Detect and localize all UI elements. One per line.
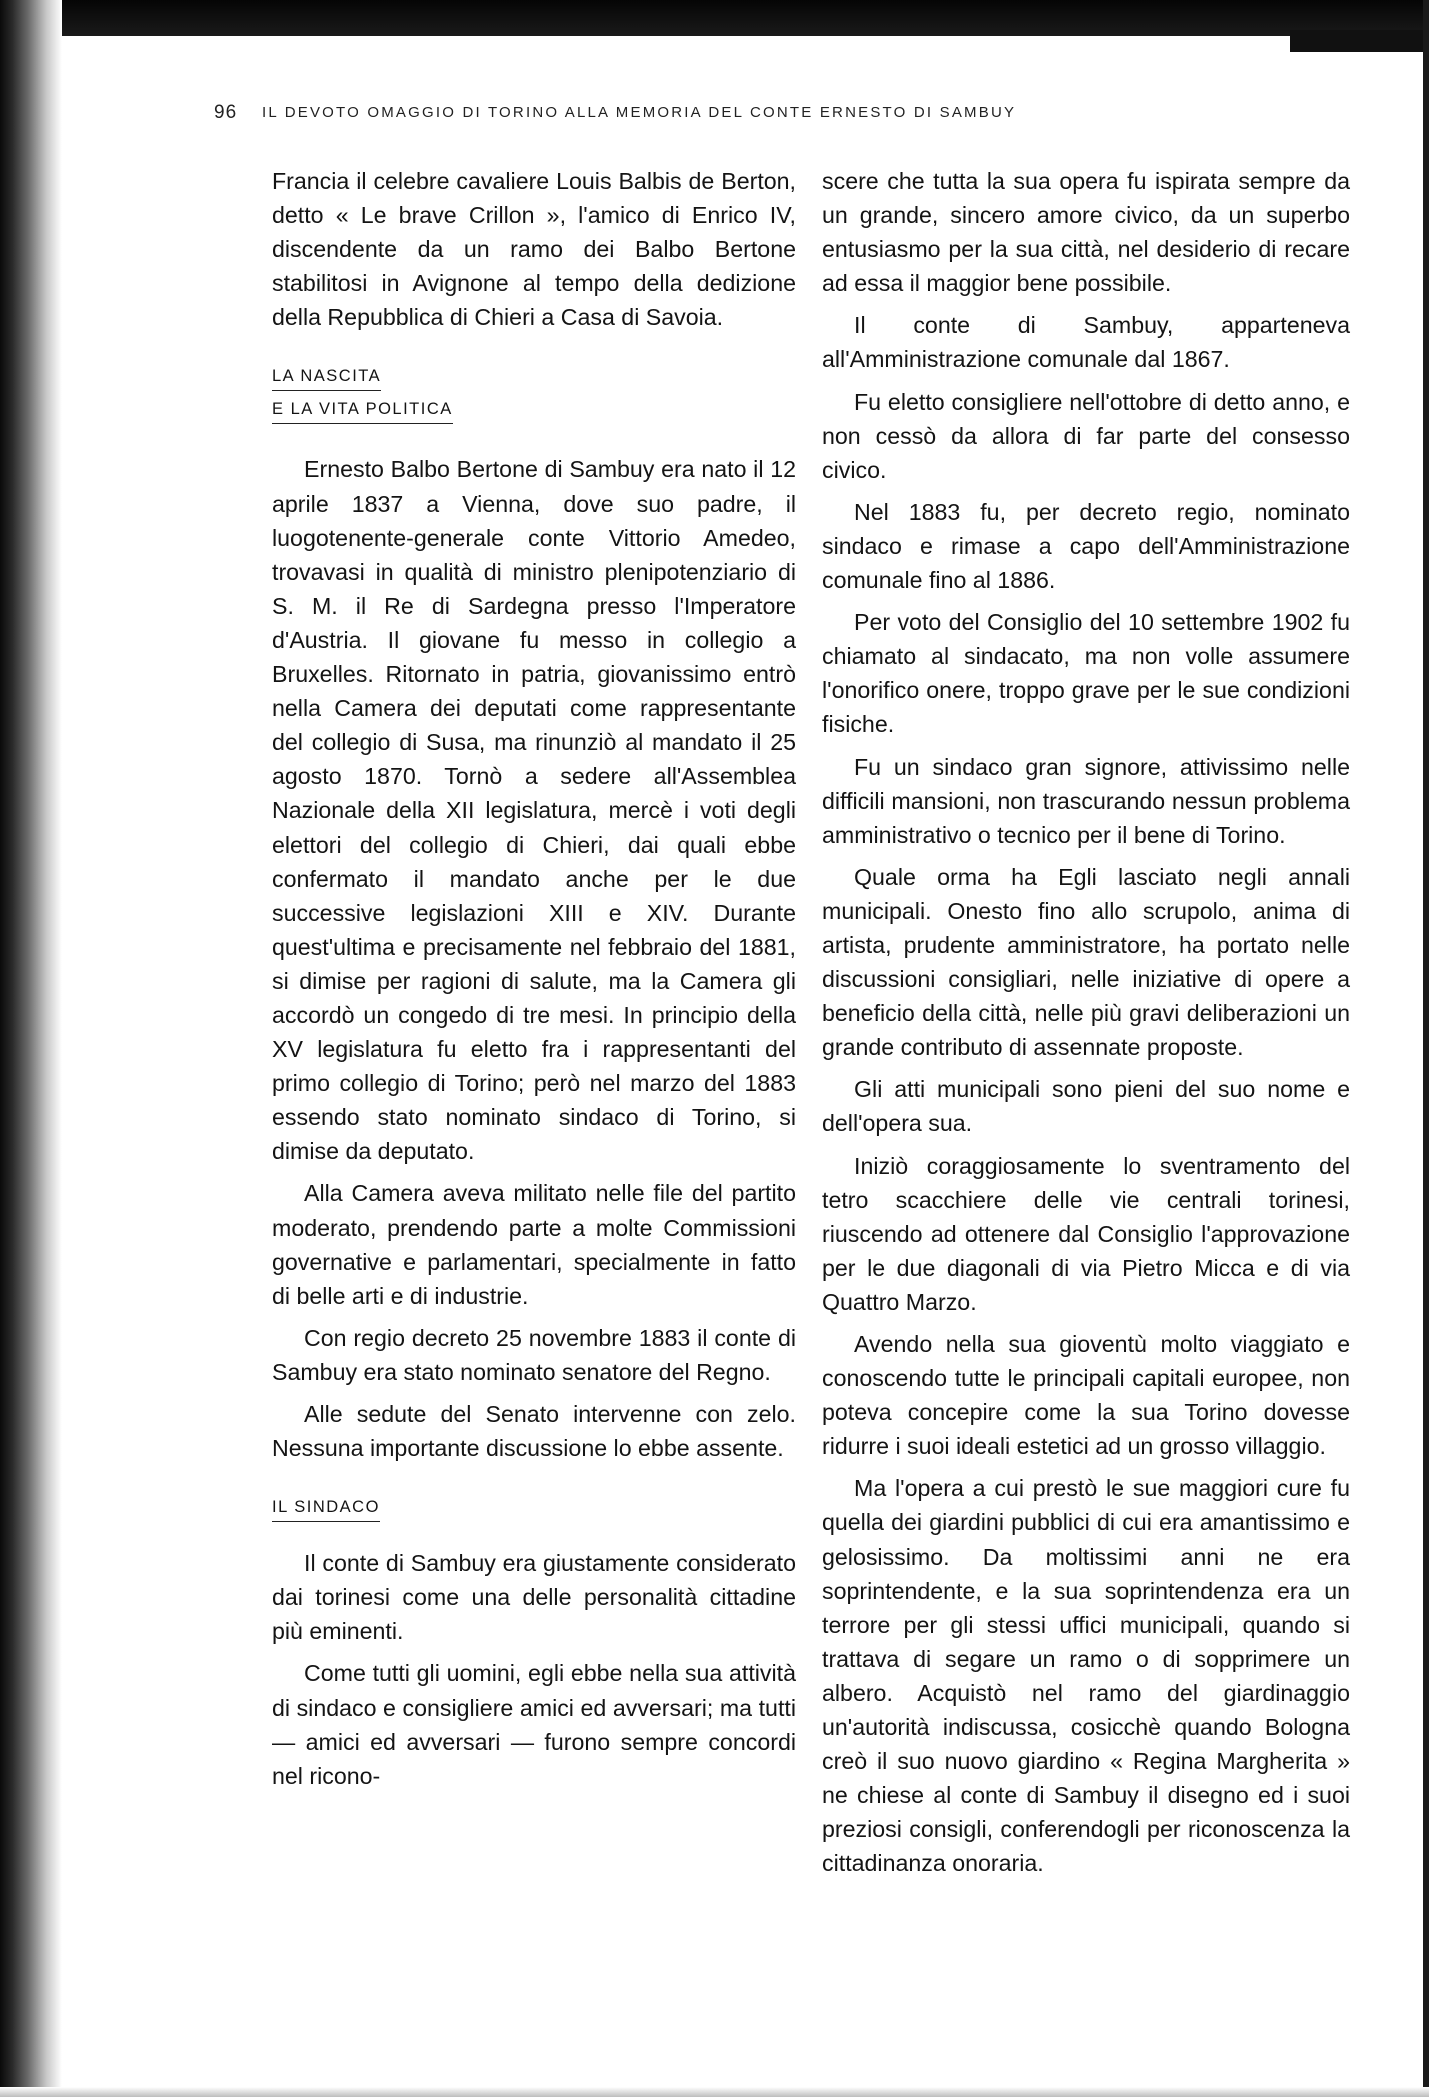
scan-bottom-border: [0, 2087, 1429, 2097]
section-heading-nascita: [272, 364, 796, 430]
paragraph: Fu eletto consigliere nell'ottobre di detto anno, e non cessò da allora di far parte del consesso civico.: [822, 388, 1350, 483]
right-column: [822, 164, 1350, 1889]
paragraph: Come tutti gli uomini, egli ebbe nella sua attività di sindaco e consigliere amici ed avversari; ma tutti — amici ed avversari — furono sempre concordi nel ricono-: [272, 1660, 796, 1789]
paragraph: Iniziò coraggiosamente lo sventramento del tetro scacchiere delle vie centrali torinesi, riuscendo ad ottenere dal Consiglio l'approvazione per le due diagonali di via Pietro Micca e di via Quattro Marzo.: [822, 1152, 1350, 1315]
heading-line-1: LA NASCITA: [272, 364, 381, 391]
paragraph: Avendo nella sua gioventù molto viaggiato e conoscendo tutte le principali capitali europee, non poteva concepire come la sua Torino dovesse ridurre i suoi ideali estetici ad un grosso villaggio.: [822, 1331, 1350, 1460]
running-head: IL DEVOTO OMAGGIO DI TORINO ALLA MEMORIA DEL CONTE ERNESTO DI SAMBUY: [262, 104, 1017, 121]
paragraph: Alla Camera aveva militato nelle file del partito moderato, prendendo parte a molte Commissioni governative e parlamentari, specialmente in fatto di belle arti e di industrie.: [272, 1180, 796, 1309]
paragraph-continuation: scere che tutta la sua opera fu ispirata sempre da un grande, sincero amore civico, da un superbo entusiasmo per la sua città, nel desiderio di recare ad essa il maggior bene possibile.: [822, 168, 1350, 297]
paragraph: Ernesto Balbo Bertone di Sambuy era nato il 12 aprile 1837 a Vienna, dove suo padre, il luogotenente-generale conte Vittorio Amedeo, trovavasi in qualità di ministro plenipotenziario di S. M. il Re di Sardegna presso l'Imperatore d'Austria. Il giovane fu messo in collegio a Bruxelles. Ritornato in patria, giovanissimo entrò nella Camera dei deputati come rappresentante del collegio di Susa, ma rinunziò al mandato il 25 agosto 1870. Tornò a sedere all'Assemblea Nazionale della XII legislatura, mercè i voti degli elettori del collegio di Chieri, dai quali ebbe confermato il mandato anche per le due successive legislazioni XIII e XIV. Durante quest'ultima e precisamente nel febbraio del 1881, si dimise per ragioni di salute, ma la Camera gli accordò un congedo di tre mesi. In principio della XV legislatura fu eletto fra i rappresentanti del primo collegio di Torino; però nel marzo del 1883 essendo stato nominato sindaco di Torino, si dimise da deputato.: [272, 456, 796, 1165]
paragraph: Il conte di Sambuy era giustamente considerato dai torinesi come una delle personalità cittadine più eminenti.: [272, 1550, 796, 1645]
scan-top-border-notch: [1290, 30, 1429, 52]
paragraph: Ma l'opera a cui prestò le sue maggiori cure fu quella dei giardini pubblici di cui era amantissimo e gelosissimo. Da moltissimi anni ne era soprintendente, e la sua soprintendenza era un terrore per gli stessi uffici municipali, quando si trattava di segare un ramo o di sopprimere un albero. Acquistò nel ramo del giardinaggio un'autorità indiscussa, cosicchè quando Bologna creò il suo nuovo giardino « Regina Margherita » ne chiese al conte di Sambuy il disegno ed i suoi preziosi consigli, conferendogli per riconoscenza la cittadinanza onoraria.: [822, 1475, 1350, 1877]
section-heading-sindaco: [272, 1495, 796, 1528]
paragraph: Gli atti municipali sono pieni del suo nome e dell'opera sua.: [822, 1076, 1350, 1137]
scan-top-border: [0, 0, 1429, 36]
paragraph: Nel 1883 fu, per decreto regio, nominato sindaco e rimase a capo dell'Amministrazione comunale fino al 1886.: [822, 498, 1350, 594]
paragraph: Il conte di Sambuy, apparteneva all'Amministrazione comunale dal 1867.: [822, 312, 1350, 373]
heading-text: IL SINDACO: [272, 1495, 380, 1522]
left-column: [272, 164, 796, 1801]
scan-binding-shadow: [0, 0, 62, 2097]
scan-right-border: [1423, 0, 1429, 2097]
paragraph: Quale orma ha Egli lasciato negli annali municipali. Onesto fino allo scrupolo, anima di artista, prudente amministratore, ha portato nelle discussioni consigliari, nelle iniziative di opere a beneficio della città, nelle più gravi deliberazioni un grande contributo di assennate proposte.: [822, 863, 1350, 1061]
page-number: 96: [214, 102, 238, 123]
paragraph: Per voto del Consiglio del 10 settembre 1902 fu chiamato al sindacato, ma non volle assumere l'onorifico onere, troppo grave per le sue condizioni fisiche.: [822, 609, 1350, 738]
paragraph: Alle sedute del Senato intervenne con zelo. Nessuna importante discussione lo ebbe assente.: [272, 1401, 796, 1462]
paragraph: Con regio decreto 25 novembre 1883 il conte di Sambuy era stato nominato senatore del Regno.: [272, 1324, 796, 1385]
paragraph: Fu un sindaco gran signore, attivissimo nelle difficili mansioni, non trascurando nessun problema amministrativo o tecnico per il bene di Torino.: [822, 753, 1350, 848]
intro-paragraph: Francia il celebre cavaliere Louis Balbis de Berton, detto « Le brave Crillon », l'amico di Enrico IV, discendente da un ramo dei Balbo Bertone stabilitosi in Avignone al tempo della dedizione della Repubblica di Chieri a Casa di Savoia.: [272, 168, 796, 331]
heading-line-2: E LA VITA POLITICA: [272, 397, 453, 424]
